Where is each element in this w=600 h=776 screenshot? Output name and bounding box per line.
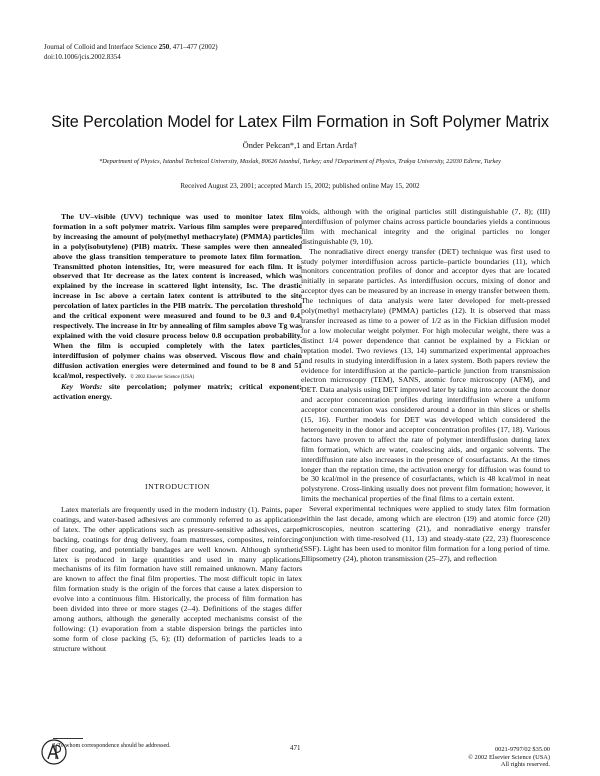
footnote [53, 743, 171, 749]
footnote-text: 1 To whom correspondence should be addressed. [53, 743, 171, 749]
issn-copyright: © 2002 Elsevier Science (USA) [468, 753, 550, 761]
affiliation-line: *Department of Physics, Istanbul Technical University, Maslak, 80626 Istanbul, Turkey; and †Department of Physics, Trakya University, 22030 Edirne, Turkey [99, 158, 501, 165]
intro-paragraph: Latex materials are frequently used in the modern industry (1). Paints, paper coatings, and water-based adhesives are commonly referred to as applications of latex. The other applications such as pressure-sensitive adhesives, carpet backing, coatings for drug delivery, foam mattresses, composites, reinforcing fiber coating, and potentially bandages are well known. Although synthetic latex is produced in large quantities and used in many applications, mechanisms of its film formation have still remained unknown. Many factors are known to affect the final film properties. The most difficult topic in latex film formation study is the origin of the forces that cause a latex dispersion to evolve into a continuous film. Historically, the process of film formation has been divided into three or more stages (2–4). Definitions of the stages differ among authors, although the generally accepted mechanisms consist of the following: (1) evaporation from a stable dispersion brings the particles into some form of close packing (5, 6); (II) deformation of particles leads to a structure without [53, 505, 302, 653]
right-column [301, 207, 550, 564]
issn-line: 0021-9797/02 $35.00 [494, 746, 550, 753]
keywords [53, 382, 302, 402]
journal-citation: Journal of Colloid and Interface Science 250, 471–477 (2002) [44, 43, 218, 51]
publisher-logo-icon [40, 738, 68, 766]
author-line: Önder Pekcan*,1 and Ertan Arda† [242, 141, 358, 150]
page-number: 471 [290, 744, 301, 752]
right-paragraph-2: The nonradiative direct energy transfer (DET) technique was first used to study polymer interdiffusion across particle–particle boundaries (11), which monitors concentration profiles of donor and acceptor dyes that are located initially in separate particles. As interdiffusion occurs, mixing of donor and acceptor dyes can be measured by an increase in energy transfer between them. The techniques of data analysis were later developed for melt-pressed poly(methyl methacrylate) (PMMA) particles (12). It is observed that mass transfer increased as time to a power of 1/2 as in the Fickian diffusion model for a low molecular weight polymer. For high molecular weight, there was a distinct 1/4 power dependence that cannot be explained by a Fickian or reptation model. Two reviews (13, 14) summarized experimental approaches and results in studying interdiffusion in a latex system. Both papers review the evidence for interdiffusion at the particle–particle junction from transmission electron microscopy (TEM), SANS, atomic force microscopy (AFM), and DET. Data analysis using DET improved later by taking into account the donor and acceptor concentration profiles during interdiffusion where a uniform acceptor concentration was considered around a donor in thin slices or shells (15, 16). Further models for DET was developed which considered the heterogeneity in the donor and acceptor concentration profiles (17, 18). Various factors have proven to affect the rate of polymer interdiffusion during latex film formation, which are water, coalescing aids, and organic solvents. The interdiffusion rate also increases in the presence of cosurfactants. At the times longer than the reptation time, the activation energy for diffusion was found to be 30 kcal/mol in the presence of cosurfactants, which is 48 kcal/mol in neat polystyrene. Cross-linking usually does not prevent film formation; however, it limits the mechanical properties of the final films to a certain extent. [301, 246, 550, 504]
abstract [53, 212, 302, 402]
intro-body [53, 505, 302, 654]
issn-rights: All rights reserved. [500, 761, 550, 769]
received-dates: Received August 23, 2001; accepted March 15, 2002; published online May 15, 2002 [180, 182, 420, 190]
right-paragraph-3: Several experimental techniques were applied to study latex film formation within the last decade, among which are electron (19) and atomic force (20) microscopies, neutron scattering (21), and nonradiative energy transfer conjunction with time-resolved (11, 13) and steady-state (22, 23) fluorescence (SSF). Light has been used to monitor film formation for a long period of time. Ellipsometry (24), photon transmission (25–27), and reflection [301, 504, 550, 563]
abstract-copyright: © 2002 Elsevier Science (USA) [130, 374, 195, 380]
right-paragraph-1: voids, although with the original particles still distinguishable (7, 8); (III) interdiffusion of polymer chains across particle boundaries yields a continuous film with mechanical integrity and the original particles no longer distinguishable (9, 10). [301, 207, 550, 246]
issn-block [468, 746, 550, 769]
journal-header [44, 43, 218, 62]
keywords-label: Key Words: [61, 382, 103, 392]
intro-heading: INTRODUCTION [145, 482, 210, 491]
keywords-text: site percolation; polymer matrix; critical exponent; activation energy. [53, 382, 302, 402]
paper-title: Site Percolation Model for Latex Film Formation in Soft Polymer Matrix [51, 113, 549, 131]
abstract-text: The UV–visible (UVV) technique was used to monitor latex film formation in a soft polymer matrix. Various film samples were prepared by increasing the amount of poly(methyl methacrylate) (PMMA) particles in a poly(isobutylene) (PIB) matrix. These samples were then annealed above the glass transition temperature to promote latex film formation. Transmitted photon intensities, Itr, were measured for each film. It is observed that Itr decrease as the latex content is increased, which was explained by the increase in scattered light intensity, Isc. The drastic increase in Isc above a certain latex content is attributed to the site percolation of latex particles in the PIB matrix. The percolation threshold and the critical exponent were measured and found to be 0.3 and 0.4, respectively. The increase in Itr by annealing of film samples above Tg was explained with the void closure process below 0.8 occupation probability. When the film is occupied completely with the latex particles, interdiffusion of polymer chains was observed. Viscous flow and chain diffusion activation energies were determined and found to be 8 and 51 kcal/mol, respectively. [53, 212, 302, 380]
journal-doi: doi:10.1006/jcis.2002.8354 [44, 52, 121, 61]
journal-volume: 250 [158, 43, 170, 51]
